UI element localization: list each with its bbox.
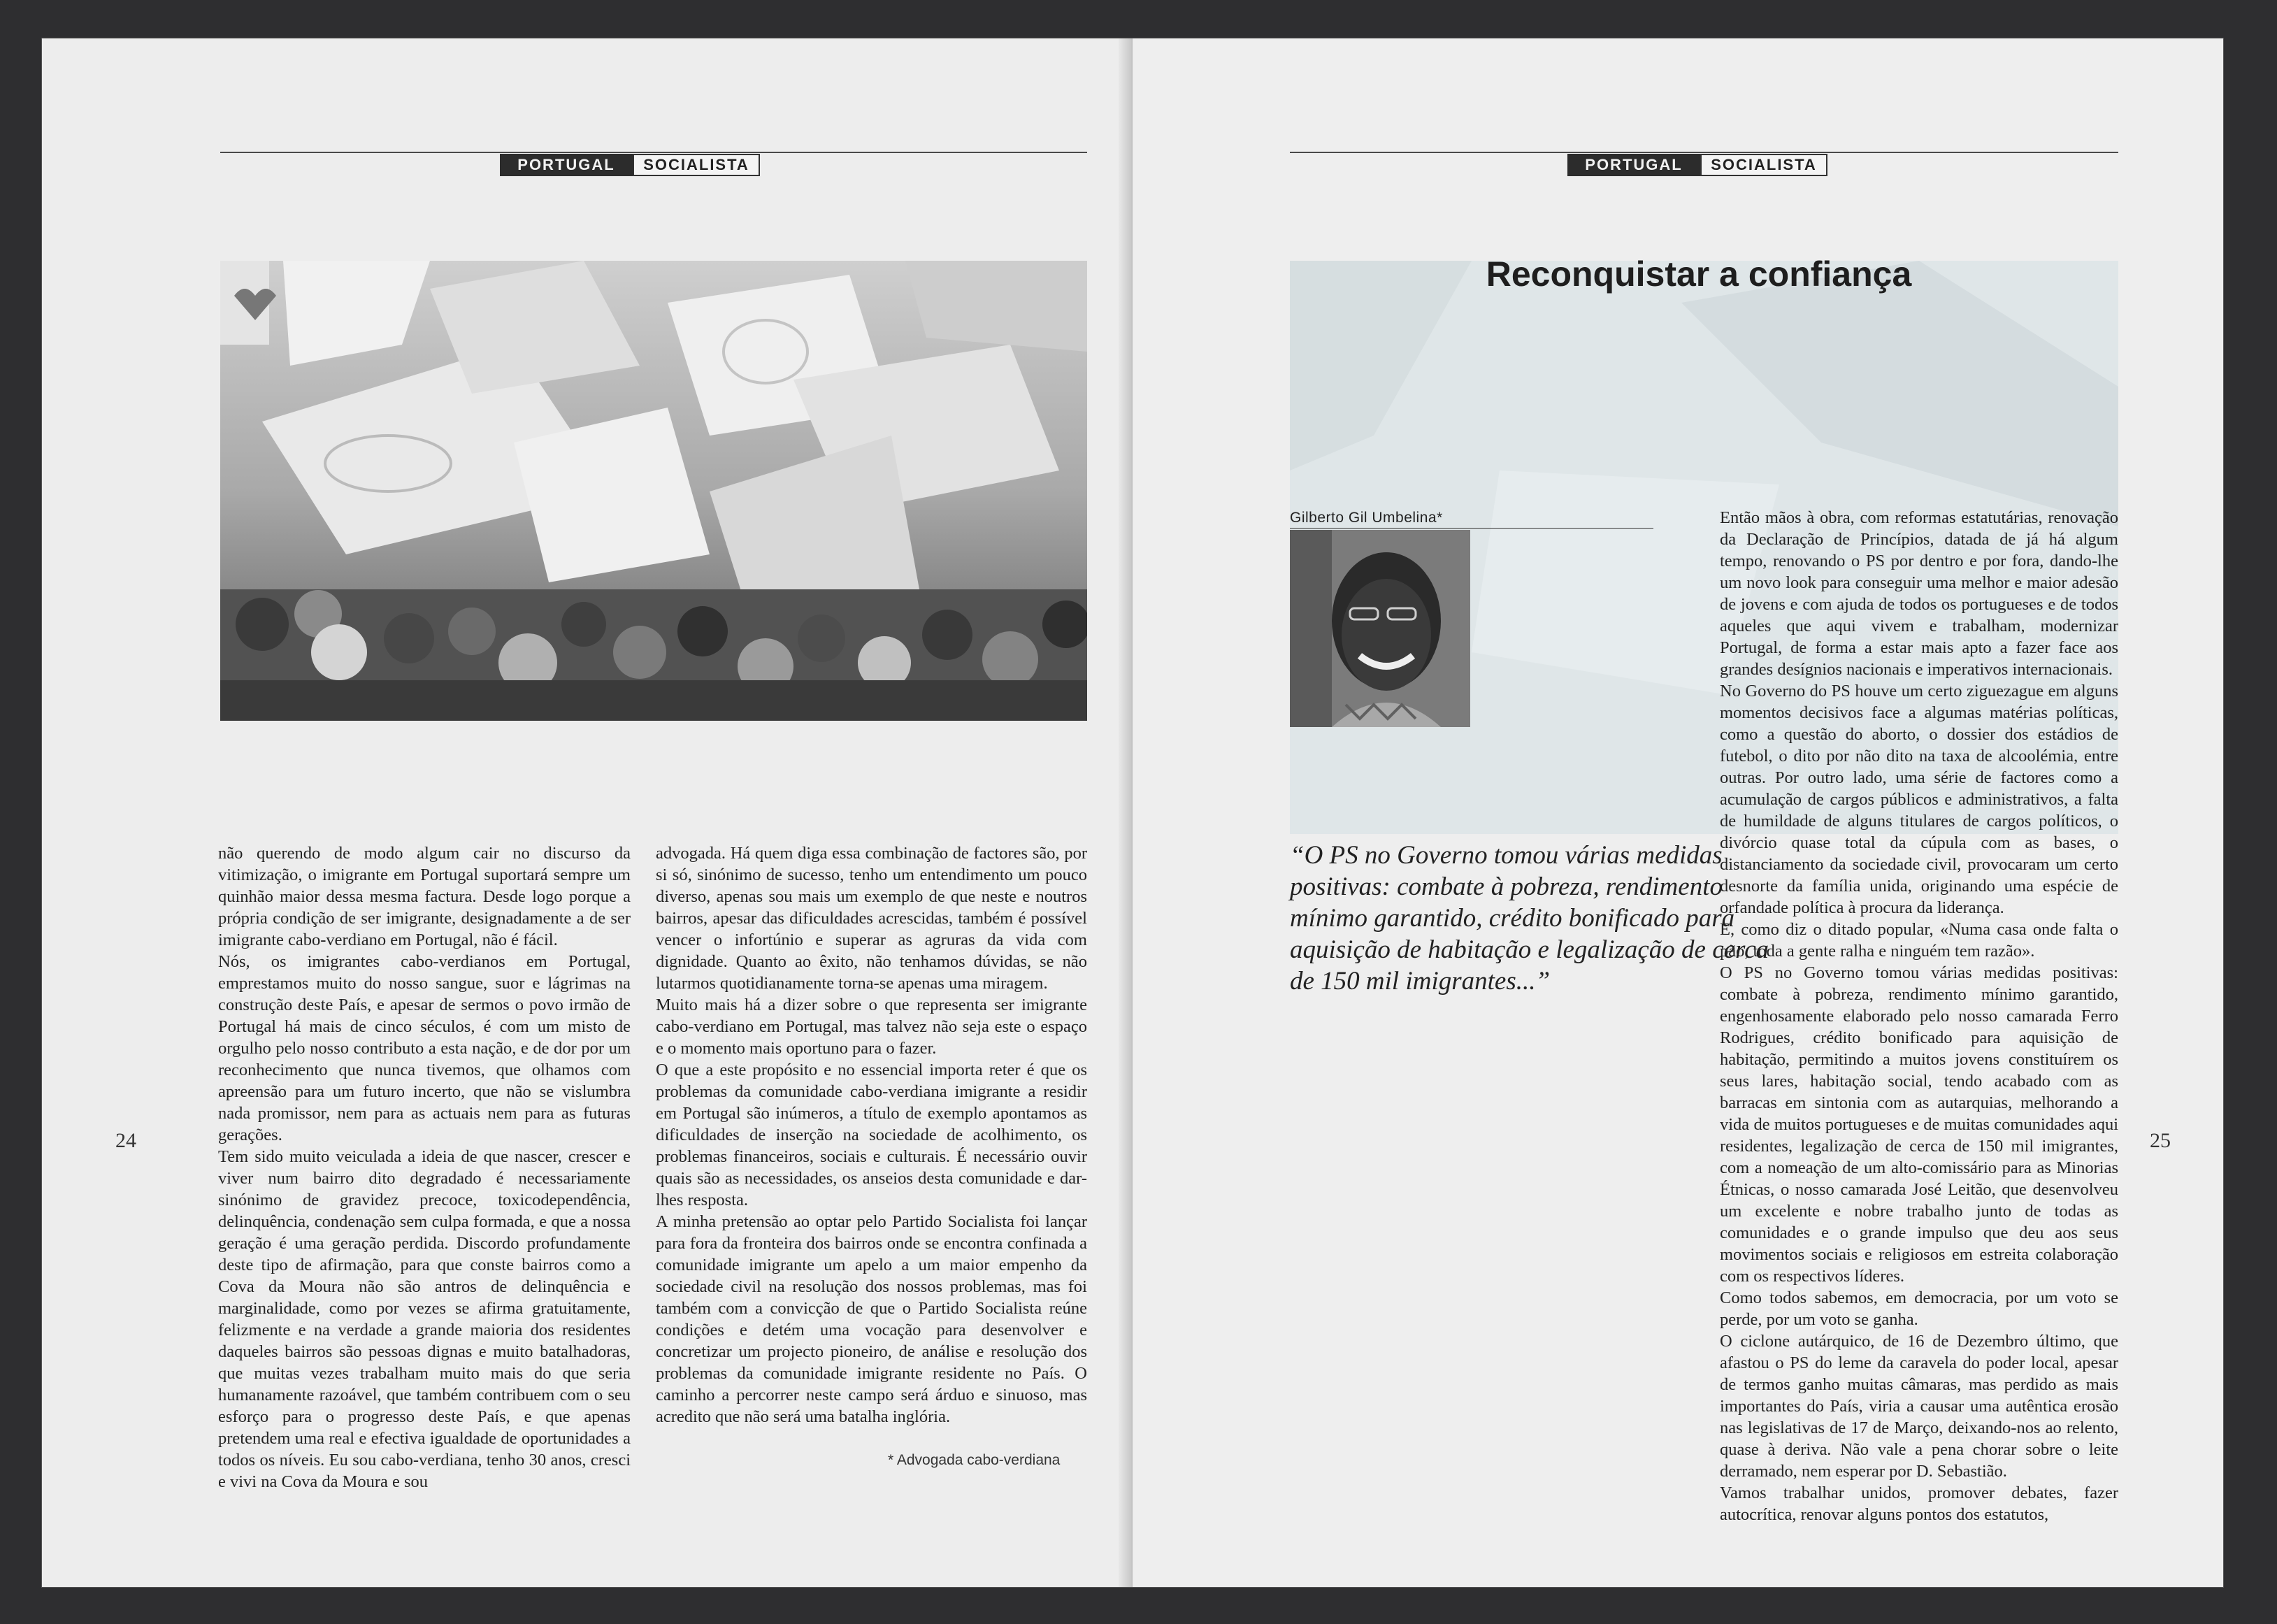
article-column [1720, 507, 2118, 1525]
paragraph: O PS no Governo tomou várias medidas positivas: combate à pobreza, rendimento mínimo garantido, engenhosamente elaborado pelo nosso camarada Ferro Rodrigues, crédito bonificado para aquisição de habitação, permitindo a muitos jovens constituírem os seus lares, habitação social, tendo acabado com as barracas em sintonia com as autarquias, melhorando a vida de muitos portugueses e de muitas comunidades aqui residentes, legalização de cerca de 150 mil imigrantes, com a nomeação de um alto-comissário para as Minorias Étnicas, o nosso camarada José Leitão, que desenvolveu um excelente e nobre trabalho junto de todas as comunidades e o grande impulso que deu aos seus movimentos sociais e religiosos em estreita colaboração com os respectivos líderes. [1720, 963, 2118, 1286]
article-column-1 [218, 842, 631, 1493]
section-tag [1567, 154, 1827, 176]
header-rule [220, 152, 1087, 153]
paragraph: E, como diz o ditado popular, «Numa casa onde falta o pão, toda a gente ralha e ninguém tem razão». [1720, 920, 2118, 961]
author-portrait [1290, 530, 1470, 727]
author-footnote: * Advogada cabo-verdiana [888, 1452, 1061, 1468]
author-portrait-image [1290, 530, 1470, 727]
paragraph: A minha pretensão ao optar pelo Partido Socialista foi lançar para fora da fronteira dos bairros onde se encontra confinada a comunidade imigrante um apelo a um maior empenho da sociedade civil na resolução dos nossos problemas, mas foi também com a convicção de que o Partido Socialista reúne condições e detém uma vocação para desenvolver e concretizar um projecto pioneiro, de análise e resolução dos problemas da comunidade imigrante residente no País. O caminho a percorrer neste campo será árduo e sinuoso, mas acredito que não será uma batalha inglória. [656, 1212, 1087, 1426]
section-tag [500, 154, 760, 176]
paragraph: Como todos sabemos, em democracia, por um voto se perde, por um voto se ganha. [1720, 1288, 2118, 1329]
article-column-2 [656, 842, 1087, 1428]
header-rule [1290, 152, 2118, 153]
paragraph: Nós, os imigrantes cabo-verdianos em Portugal, emprestamos muito do nosso sangue, suor e lágrimas na construção deste País, e apesar de sermos o povo irmão de Portugal há mais de cinco séculos, é com um misto de orgulho pelo nosso contributo a esta nação, e de dor por um reconhecimento que nunca tivemos, que olhamos com apreensão para um futuro incerto, que não se vislumbra nada promissor, nem para as actuais nem para as futuras gerações. [218, 952, 631, 1144]
magazine-spread [42, 38, 2223, 1587]
rally-photo [220, 261, 1087, 721]
paragraph: O que a este propósito e no essencial importa reter é que os problemas da comunidade cabo-verdiana imigrante a residir em Portugal são inúmeros, a título de exemplo apontamos as dificuldades de inserção na sociedade de acolhimento, os problemas financeiros, sociais e culturais. É necessário ouvir quais são as necessidades, os anseios desta comunidade e dar-lhes resposta. [656, 1061, 1087, 1209]
paragraph: Muito mais há a dizer sobre o que representa ser imigrante cabo-verdiano em Portugal, mas talvez não seja este o espaço e o momento mais oportuno para o fazer. [656, 996, 1087, 1058]
section-tag-socialista: SOCIALISTA [1700, 154, 1827, 176]
section-tag-socialista: SOCIALISTA [633, 154, 760, 176]
section-tag-portugal: PORTUGAL [500, 154, 633, 176]
paragraph: Então mãos à obra, com reformas estatutárias, renovação da Declaração de Princípios, datada de já há algum tempo, renovando o PS por dentro e por fora, dando-lhe um novo look para conseguir uma melhor e maior adesão de jovens e com ajuda de todos os portugueses e de todos aqueles que aqui vivem e trabalham, modernizar Portugal, de forma a estar mais apto a fazer face aos grandes desígnios nacionais e imperativos internacionais. [1720, 508, 2118, 679]
pull-quote: “O PS no Governo tomou várias medidas positivas: combate à pobreza, rendimento mínimo garantido, crédito bonificado para aquisição de habitação e legalização de cerca de 150 mil imigrantes...” [1290, 841, 1769, 996]
paragraph: advogada. Há quem diga essa combinação de factores são, por si só, sinónimo de sucesso, tenho um entendimento um pouco diverso, apenas sou mais um exemplo de que neste e noutros bairros, apesar das dificuldades acrescidas, também é possível vencer o infortúnio e superar as agruras da vida com dignidade. Quanto ao êxito, não tenhamos dúvidas, se não lutarmos quotidianamente torna-se apenas uma miragem. [656, 844, 1087, 993]
paragraph: Vamos trabalhar unidos, promover debates, fazer autocrítica, renovar alguns pontos dos estatutos, [1720, 1483, 2118, 1524]
page-number: 25 [2150, 1129, 2171, 1152]
section-tag-portugal: PORTUGAL [1567, 154, 1700, 176]
left-page [42, 38, 1133, 1587]
byline-rule [1290, 528, 1653, 529]
rally-photo-image [220, 261, 1087, 721]
right-page [1133, 38, 2223, 1587]
article-title: Reconquistar a confiança [1486, 254, 1912, 294]
page-number: 24 [115, 1129, 136, 1152]
author-byline: Gilberto Gil Umbelina* [1290, 510, 1443, 526]
paragraph: não querendo de modo algum cair no discurso da vitimização, o imigrante em Portugal suportará sempre um quinhão maior dessa mesma factura. Desde logo porque a própria condição de ser imigrante, designadamente a de ser imigrante cabo-verdiano em Portugal, não é fácil. [218, 844, 631, 949]
paragraph: O ciclone autárquico, de 16 de Dezembro último, que afastou o PS do leme da caravela do poder local, apesar de termos ganho muitas câmaras, mas perdido as mais importantes do País, viria a causar uma autêntica erosão nas legislativas de 17 de Março, deixando-nos ao relento, quase à deriva. Não vale a pena chorar sobre o leite derramado, nem esperar por D. Sebastião. [1720, 1332, 2118, 1481]
paragraph: Tem sido muito veiculada a ideia de que nascer, crescer e viver num bairro dito degradado é necessariamente sinónimo de gravidez precoce, toxicodependência, delinquência, condenação sem culpa formada, e que a nossa geração é uma geração perdida. Discordo profundamente deste tipo de afirmação, para que conste bairros como a Cova da Moura não são antros de delinquência e marginalidade, como por vezes se afirma gratuitamente, felizmente e na verdade a grande maioria dos residentes daqueles bairros são pessoas dignas e muito batalhadoras, que muitas vezes trabalham muito mais do que seria humanamente razoável, que também contribuem com o seu esforço para o progresso deste País, e que apenas pretendem uma real e efectiva igualdade de oportunidades a todos os níveis. Eu sou cabo-verdiana, tenho 30 anos, cresci e vivi na Cova da Moura e sou [218, 1147, 631, 1491]
paragraph: No Governo do PS houve um certo ziguezague em alguns momentos decisivos face a algumas matérias políticas, como a questão do aborto, o dossier dos estádios de futebol, o dito por não dito na taxa de alcoolémia, entre outras. Por outro lado, uma série de factores como a acumulação de cargos públicos e administrativos, a falta de humildade de alguns titulares de cargos políticos, o divórcio quase total da cúpula com as bases, o distanciamento da sociedade civil, provocaram um certo desnorte da família unida, originando uma espécie de orfandade política à procura da liderança. [1720, 682, 2118, 917]
